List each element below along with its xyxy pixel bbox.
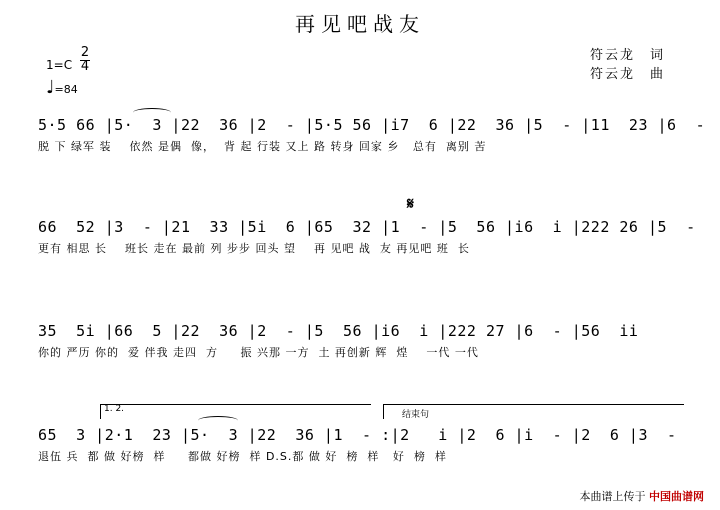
score-title: 再见吧战友 — [295, 12, 425, 36]
tempo-marking — [46, 78, 78, 97]
time-signature — [80, 47, 90, 73]
volta-label: 1. 2. — [104, 404, 125, 414]
slur-mark — [133, 108, 171, 117]
tempo-value: =84 — [54, 83, 78, 96]
lyricist-credit: 符云龙 词 — [590, 48, 666, 63]
lyrics-row-2: 更有 相思 长 班长 走在 最前 列 步步 回头 望 再 见吧 战 友 再见吧 班 长 — [38, 242, 470, 255]
lyrics-row-4: 退伍 兵 都 做 好榜 样 都做 好榜 样 D.S.都 做 好 榜 样 好 榜 样 — [38, 450, 447, 463]
ending-label: 结束句 — [402, 410, 430, 420]
composer-credit: 符云龙 曲 — [590, 67, 666, 82]
slur-mark — [198, 416, 238, 425]
notes-row-1: 5·5 66 |5· 3 |22 36 |2 - |5·5 56 |i7 6 |22 36 |5 - |11 23 |6 - — [38, 116, 706, 134]
notes-row-2: 66 52 |3 - |21 33 |5i 6 |65 32 |1 - |5 56 |i6 i |222 26 |5 - — [38, 218, 696, 236]
quarter-note-icon: ♩ — [46, 77, 55, 98]
lyrics-row-1: 脱 下 绿军 装 依然 是偶 像， 背 起 行装 又上 路 转身 回家 乡 总有 离别 苦 — [38, 140, 487, 153]
key-signature: 1=C — [46, 58, 73, 72]
notes-row-4: 65 3 |2·1 23 |5· 3 |22 36 |1 - :|2 i |2 6 |i - |2 6 |3 - — [38, 426, 677, 444]
site-logo[interactable]: 中国曲谱网 — [649, 490, 704, 503]
footer-text: 本曲谱上传于 — [579, 490, 646, 503]
time-signature-top: 2 — [80, 45, 90, 60]
first-ending-bracket — [100, 404, 371, 419]
time-signature-bottom: 4 — [80, 59, 90, 74]
upload-footer — [580, 488, 705, 504]
lyrics-row-3: 你的 严历 你的 爱 伴我 走四 方 振 兴那 一方 土 再创新 辉 煌 一代 一代 — [38, 346, 479, 359]
notes-row-3: 35 5i |66 5 |22 36 |2 - |5 56 |i6 i |222 27 |6 - |56 ii — [38, 322, 639, 340]
segno-sign: 𝄋 — [407, 194, 414, 213]
